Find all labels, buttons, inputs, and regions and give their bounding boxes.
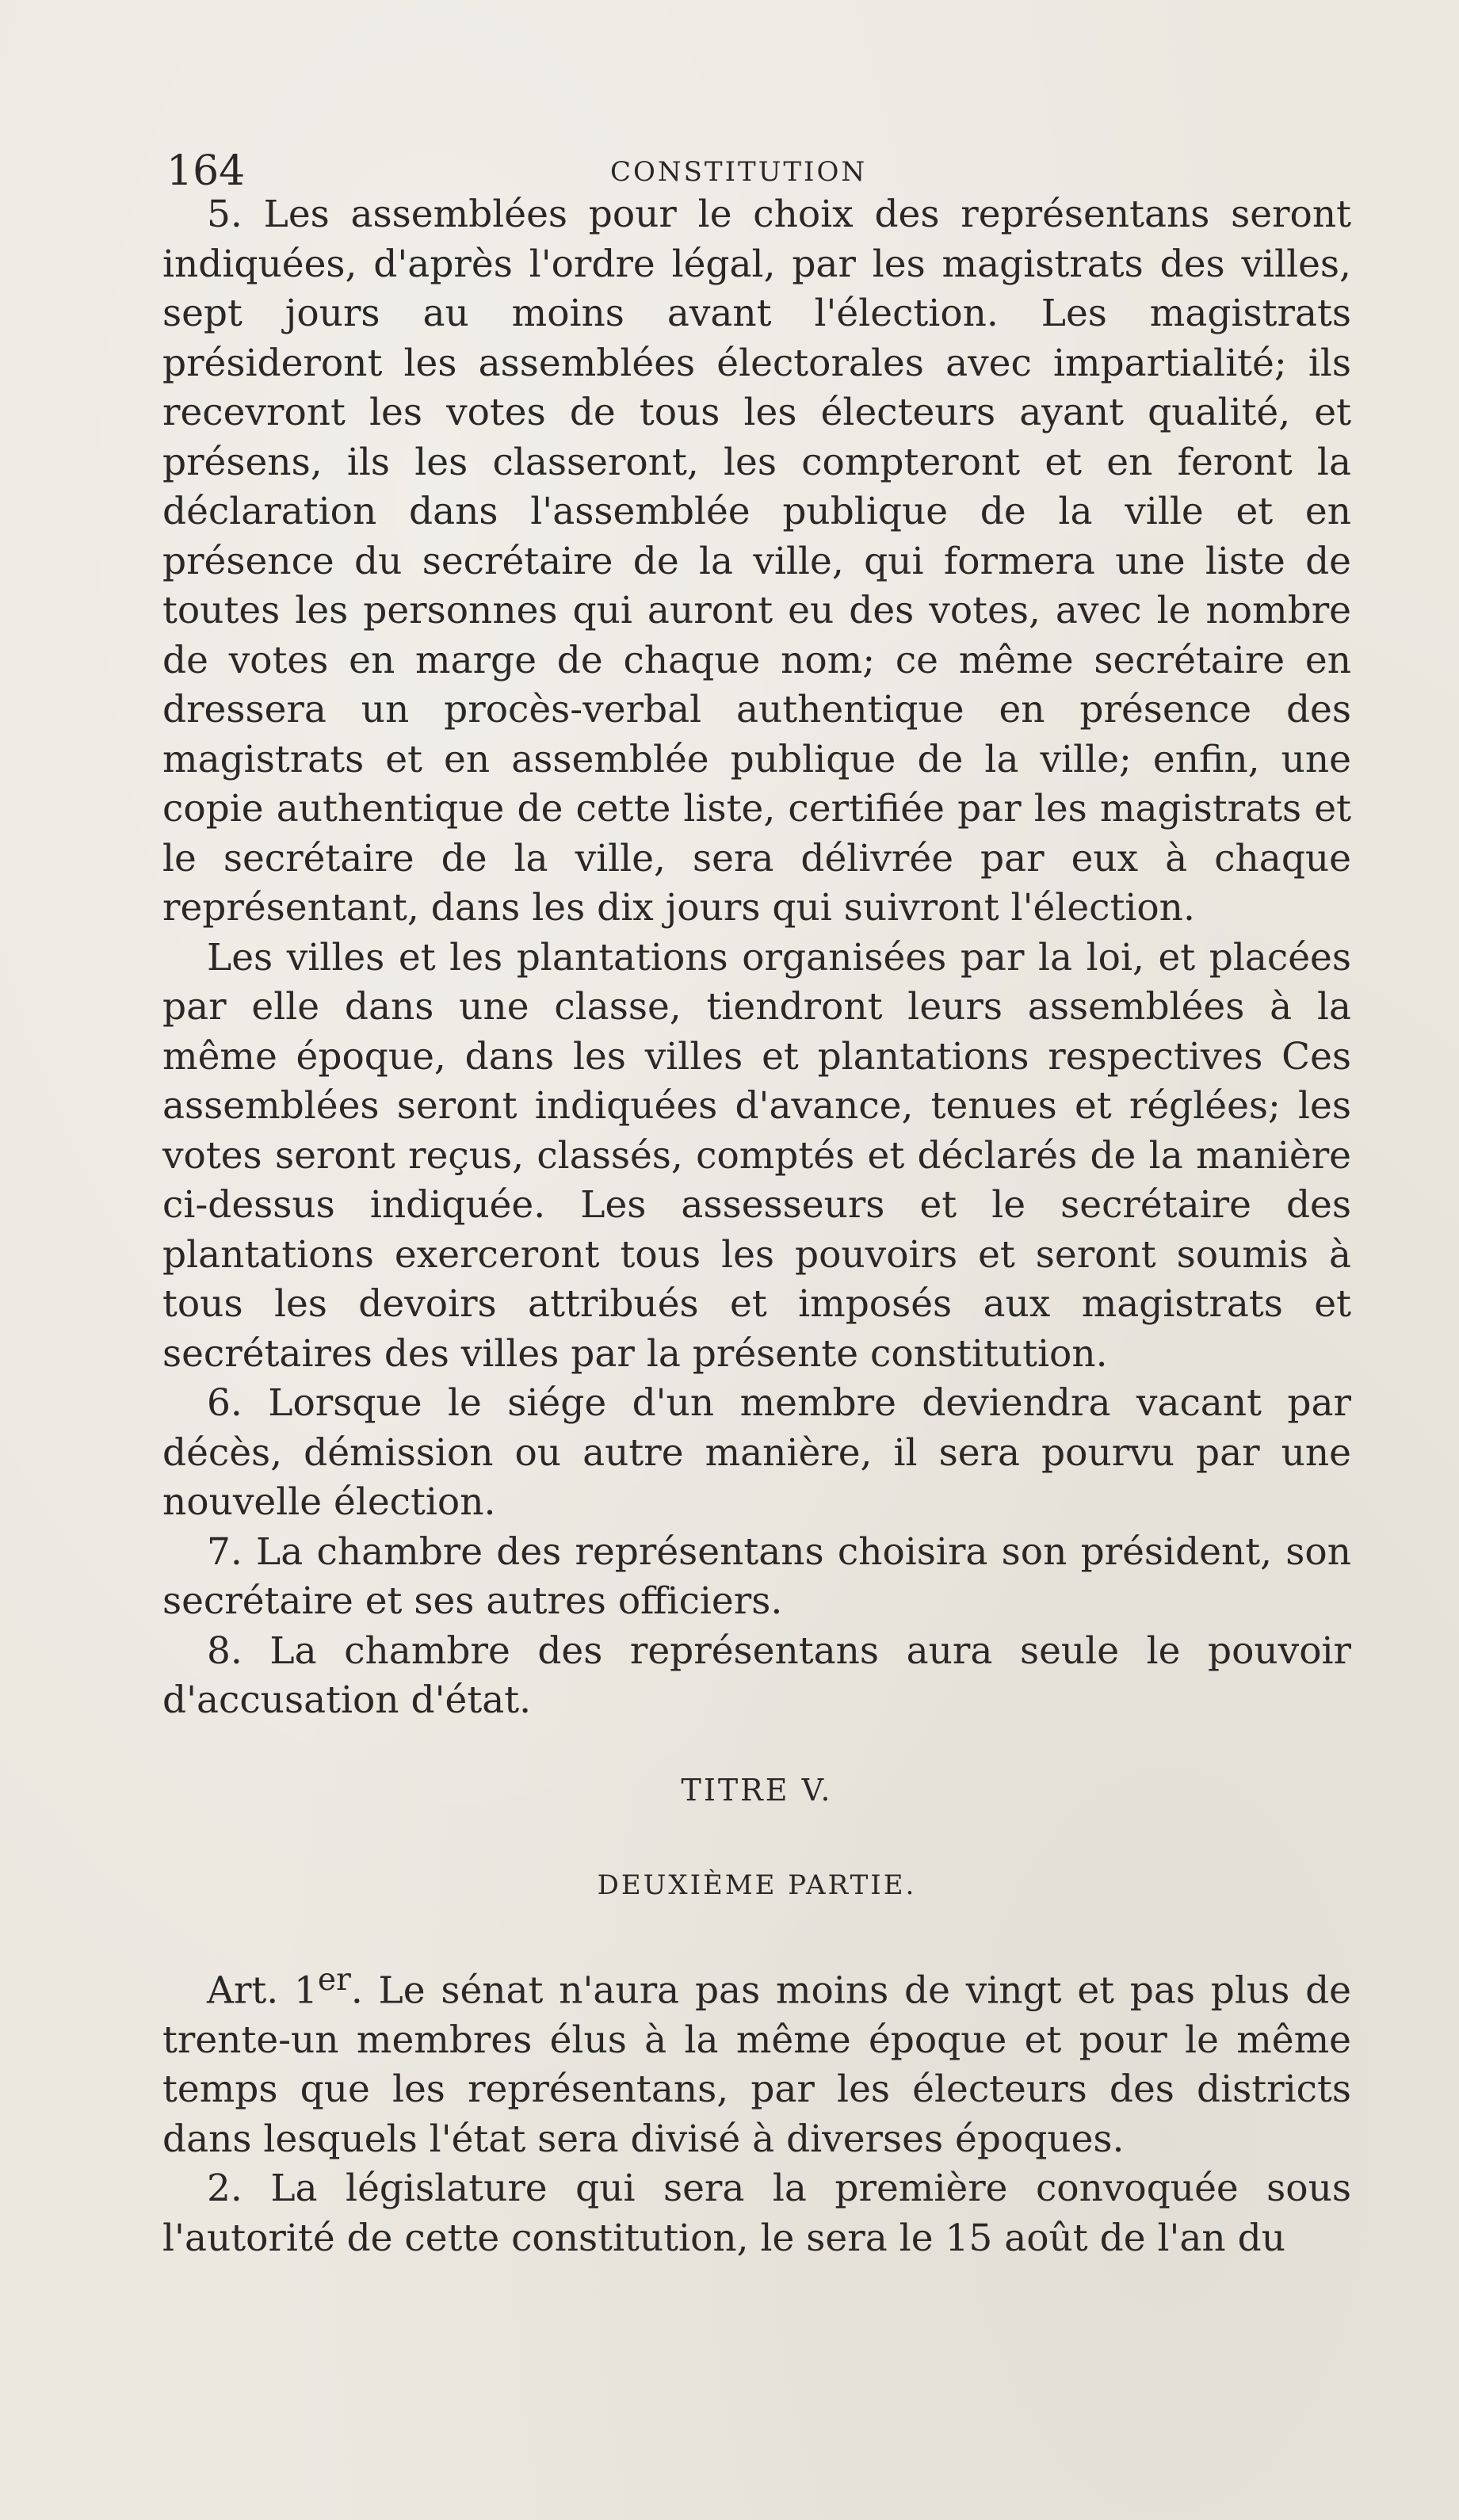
running-title: CONSTITUTION <box>610 156 868 188</box>
article-1-superscript: er <box>317 1961 351 1998</box>
paragraph-villes-plantations: Les villes et les plantations organisées par la loi, et placées par elle dans une classe, tiendront leurs assemblées à la même époque, dans les villes et plantations respectives Ces assemblées seront indiquées d'avance, tenues et réglées; les votes seront reçus, classés, comptés et déclarés de la manière ci-dessus indiquée. Les assesseurs et le secrétaire des plantations exerceront tous les pouvoirs et seront soumis à tous les devoirs attribués et imposés aux magistrats et secrétaires des villes par la présente constitution. <box>162 935 1351 1376</box>
article-1-text: . Le sénat n'aura pas moins de vingt et pas plus de trente-un membres élus à la même époque et pour le même temps que les représentans, par les électeurs des districts dans lesquels l'état sera divisé à diverses époques. <box>162 1968 1351 2161</box>
page-body <box>162 190 1351 2263</box>
paragraph-article-6: 6. Lorsque le siége d'un membre deviendra vacant par décès, démission ou autre manière, il sera pourvu par une nouvelle élection. <box>162 1381 1351 1524</box>
title-heading: TITRE V. <box>681 1772 833 1808</box>
part-heading: DEUXIÈME PARTIE. <box>597 1869 917 1901</box>
paragraph-article-7: 7. La chambre des représentans choisira son président, son secrétaire et ses autres officiers. <box>162 1529 1351 1623</box>
article-1-prefix: Art. 1 <box>207 1968 318 2013</box>
page-header <box>166 147 1347 195</box>
page-number: 164 <box>166 147 246 195</box>
paragraph-article-8: 8. La chambre des représentans aura seule le pouvoir d'accusation d'état. <box>162 1628 1351 1722</box>
paragraph-article-5: 5. Les assemblées pour le choix des représentans seront indiquées, d'après l'ordre légal, par les magistrats des villes, sept jours au moins avant l'élection. Les magistrats présideront les assemblées électorales avec impartialité; ils recevront les votes de tous les électeurs ayant qualité, et présens, ils les classeront, les compteront et en feront la déclaration dans l'assemblée publique de la ville et en présence du secrétaire de la ville, qui formera une liste de toutes les personnes qui auront eu des votes, avec le nombre de votes en marge de chaque nom; ce même secrétaire en dressera un procès-verbal authentique en présence des magistrats et en assemblée publique de la ville; enfin, une copie authentique de cette liste, certifiée par les magistrats et le secrétaire de la ville, sera délivrée par eux à chaque représentant, dans les dix jours qui suivront l'élection. <box>162 193 1351 930</box>
paragraph-article-2: 2. La législature qui sera la première convoquée sous l'autorité de cette constitution, le sera le 15 août de l'an du <box>162 2167 1351 2260</box>
paragraph-article-1 <box>162 1956 1351 2165</box>
